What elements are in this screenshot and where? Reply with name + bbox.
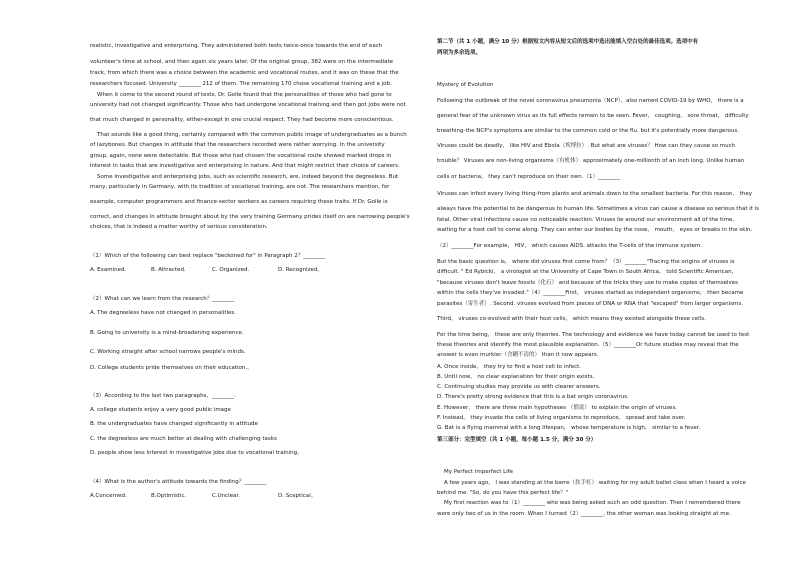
q3-option-a[interactable]: A. college students enjoy a very good public image [90,407,231,413]
passage-line: For the time being， these are only theories. The technology and evidence we have today cannot be used to test [437,332,750,338]
passage-line: group, again, none were detectable. But those who had chosen the vocational route showed marked drops in [90,153,392,159]
passage-line: My first reaction was to（1）________ who was being asked such an odd question. Then I remembered there [444,500,741,506]
passage-line: track, from which there was a choice between the academic and vocational routes, and it was on these that the [90,70,399,76]
passage-line: many, particularly in Germany, with its tradition of vocational training, are not. The researchers mention, for [90,184,390,190]
passage-line: interest in tasks that are investigative and enterprising in nature. And that might restrict their choice of careers. [90,163,400,169]
q3-option-d[interactable]: D. people show less interest in investigative jobs due to vocational training。 [90,450,303,456]
question-1-stem: （1）Which of the following can best replace "beckoned for" in Paragraph 2？________ [90,253,326,259]
q4-option-c[interactable]: C.Unclear. [212,493,240,499]
q1-option-c[interactable]: C. Organized. [212,267,250,273]
passage-line: within the cells they've invaded."（4）________First， viruses started as independent organisms， then became [437,290,744,296]
passage-line: Some investigative and enterprising jobs, such as scientific research, are, indeed beyond the degreeless. But [97,174,399,180]
passage-line: difficult. " Ed Rybicki， a virologist at the University of Cape Town in South Africa， told Scientific American， [437,269,738,275]
passage-line: fatal. Other viral infections cause no noticeable reaction. Viruses lie around our environment all of the time， [437,217,738,223]
passage-line: that much changed in personality, either-except in one crucial respect. They had become more conscientious. [90,117,394,123]
passage-line: always have the potential to be dangerous to human life. Sometimes a virus can cause a disease so serious that it is [437,206,760,212]
passage-title: My Perfect Imperfect Life [444,469,514,475]
passage-line: general fear of the unknown virus as its full effects remain to be seen. Fever， coughing， sore throat， difficulty [437,113,749,119]
passage-line: When it come to the second round of tests, Dr. Golle found that the personalities of those who had gone to [97,92,392,98]
option-c[interactable]: C. Continuing studies may provide us with clearer answers. [437,384,601,390]
passage-line: university had not changed significantly. Those who had undergone vocational training and then got jobs were not [90,102,406,108]
passage-line: trouble？ Viruses are non-living organisms（有机体） approximately one-millionth of an inch long. Unlike human [437,158,745,164]
section-header: 两项为多余选项。 [437,50,482,56]
passage-line: correct, and changes in attitude brought about by the very training Germany prides itself on are narrowing people's [90,214,410,220]
passage-line: Third， viruses co-evolved with their host cells， which means they existed alongside these cells. [437,316,706,322]
passage-line: choices, that is indeed a matter worthy of serious consideration. [90,224,268,230]
q2-option-a[interactable]: A. The degreeless have not changed in personalities. [90,310,237,316]
passage-line: realistic, investigative and enterprising. They administered both tests twice-once towards the end of each [90,43,383,49]
passage-line: answer is even murkier（含糊不清的） than it now appears. [437,352,599,358]
q2-option-d[interactable]: D. College students pride themselves on their education.。 [90,365,253,371]
q4-option-d[interactable]: D. Sceptical。 [278,493,317,499]
passage-line: of lazybones. But changes in attitude that the researchers recorded were rather worrying. In the university [90,142,385,148]
passage-line: were only two of us in the room. When I turned（2）________, the other woman was looking straight at me. [437,511,731,517]
part-header: 第三部分：完型填空（共 1 小题，每小题 1.5 分，满分 30 分） [437,437,597,443]
passage-line: volunteer's time at school, and then again six years later. Of the original group, 382 were on the intermediate [90,59,394,65]
q4-option-b[interactable]: B.Optimistic. [151,493,187,499]
passage-line: Viruses could be deadly， like HIV and Ebola（埃博拉）. But what are viruses？ How can they cause so much [437,143,736,149]
passage-line: behind me. "So, do you have this perfect life？" [437,490,569,496]
passage-line: breathing-the NCP's symptoms are similar to the common cold or the flu. but it's potentially more dangerous. [437,128,739,134]
q1-option-a[interactable]: A. Examined. [90,267,127,273]
q3-option-b[interactable]: B. the undergraduates have changed significantly in attitude [90,421,258,427]
q1-option-b[interactable]: B. Attracted. [151,267,186,273]
option-a[interactable]: A. Once inside， they try to find a host cell to infect. [437,364,582,370]
question-2-stem: （2）What can we learn from the research？________ [90,296,235,302]
q2-option-b[interactable]: B. Going to university is a mind-broadening experience. [90,330,244,336]
question-3-stem: （3）According to the last two paragraphs，________. [90,393,236,399]
passage-line: Viruses can infect every living thing-from plants and animals down to the smallest bacteria. For this reason， they [437,191,752,197]
passage-line: researchers focused. University ________ 212 of them. The remaining 170 chose vocational training and a job. [90,81,392,87]
passage-line: waiting for a host cell to come along. They can enter our bodies by the nose， mouth， eyes or breaks in the skin. [437,227,753,233]
passage-line: Following the outbreak of the novel coronavirus pneumonia（NCP），also named COVID-19 by WHO， there is a [437,98,744,104]
q1-option-d[interactable]: D. Recognized。 [278,267,323,273]
option-d[interactable]: D. There's pretty strong evidence that this is a bat origin coronavirus. [437,394,629,400]
q4-option-a[interactable]: A.Concerned. [90,493,127,499]
passage-line: A few years ago， I was standing at the barre（扶手杠） waiting for my adult ballet class when I heard a voice [444,480,746,486]
question-4-stem: （4）What is the author's attitude towards the finding？________ [90,479,267,485]
passage-line: these theories and identify the most plausible explanation.（5）________Or future studies may reveal that the [437,342,739,348]
passage-line: That sounds like a good thing, certainly compared with the common public image of undergraduates as a bunch [97,132,407,138]
q3-option-c[interactable]: C. the degreeless are much better at dealing with challenging tasks [90,436,277,442]
passage-line: parasites（寄生者）. Second. viruses evolved from pieces of DNA or RNA that "escaped" from larger organisms. [437,301,744,307]
q2-option-c[interactable]: C. Working straight after school narrows people's minds. [90,349,246,355]
passage-line: （2）________For example， HIV， which causes AIDS. attacks the T-cells of the immune system. [437,243,703,249]
passage-line: example, computer programmers and finance-sector workers as careers requiring these traits. If Dr. Golle is [90,199,388,205]
passage-line: But the basic question is， where did viruses first come from？（3）________"Tracing the origins of viruses is [437,259,735,265]
option-e[interactable]: E. However， there are three main hypotheses （假说） to explain the origin of viruses. [437,405,678,411]
option-b[interactable]: B. Until now， no clear explanation for their origin exists. [437,374,595,380]
passage-title: Mystery of Evolution [437,82,494,88]
option-g[interactable]: G. Bat is a flying mammal with a long lifespan， whose temperature is high， similar to a fever. [437,425,701,431]
passage-line: cells or bacteria， they can't reproduce on their own.（1）________ [437,174,621,180]
section-header: 第二节（共 1 小题，满分 10 分）根据短文内容从短文后的选项中选出能填入空白处的最佳选项。选项中有 [437,39,699,45]
option-f[interactable]: F. Instead， they invade the cells of living organisms to reproduce， spread and take over. [437,415,686,421]
passage-line: "because viruses don't leave fossils（化石） and because of the tricks they use to make copies of themselves [437,280,738,286]
